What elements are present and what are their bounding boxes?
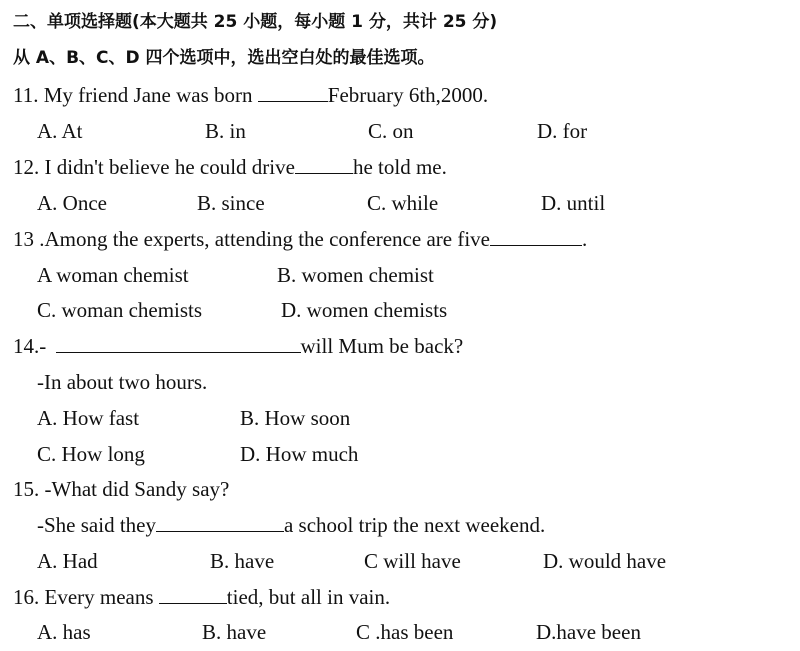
answer-blank (490, 227, 582, 246)
question-13 (13, 227, 587, 251)
question-text: 14.- (13, 334, 52, 358)
option-a: A. At (37, 119, 83, 143)
option-c: C. woman chemists (37, 298, 203, 322)
option-b: B. have (202, 620, 267, 644)
option-d: D.have been (536, 620, 641, 644)
section-heading: 二、单项选择题(本大题共 25 小题，每小题 1 分，共计 25 分) (13, 12, 498, 32)
option-d: D. until (541, 191, 606, 215)
question-text: February 6th,2000. (327, 83, 489, 107)
dialogue-text: -She said they (37, 513, 156, 537)
option-c: C. How long (37, 442, 145, 466)
option-d: D. for (537, 119, 588, 143)
answer-blank (159, 585, 227, 604)
option-a: A. Once (37, 191, 107, 215)
answer-blank (295, 155, 353, 174)
option-b: B. since (197, 191, 265, 215)
question-text: 12. I didn't believe he could drive (13, 155, 295, 179)
option-a: A. How fast (37, 406, 140, 430)
question-16 (13, 585, 390, 609)
option-b: B. How soon (240, 406, 351, 430)
question-15: 15. -What did Sandy say? (13, 477, 230, 501)
answer-blank (56, 334, 301, 353)
dialogue-line: -In about two hours. (37, 370, 208, 394)
dialogue-line (37, 513, 545, 537)
question-text: 11. My friend Jane was born (13, 83, 258, 107)
option-d: D. How much (240, 442, 359, 466)
option-c: C .has been (356, 620, 454, 644)
answer-blank (156, 513, 284, 532)
question-12 (13, 155, 447, 179)
answer-blank (258, 83, 328, 102)
option-b: B. have (210, 549, 275, 573)
option-c: C. while (367, 191, 439, 215)
question-text: . (581, 227, 588, 251)
question-11 (13, 83, 488, 107)
question-14 (13, 334, 463, 358)
option-c: C will have (364, 549, 461, 573)
question-text: 16. Every means (13, 585, 159, 609)
option-c: C. on (368, 119, 414, 143)
question-text: tied, but all in vain. (226, 585, 391, 609)
question-text: 13 .Among the experts, attending the conference are five (13, 227, 490, 251)
option-a: A. Had (37, 549, 98, 573)
question-text: will Mum be back? (300, 334, 464, 358)
option-b: B. in (205, 119, 246, 143)
option-b: B. women chemist (277, 263, 434, 287)
option-d: D. women chemists (281, 298, 448, 322)
section-instruction: 从 A、B、C、D 四个选项中，选出空白处的最佳选项。 (13, 48, 435, 68)
option-d: D. would have (543, 549, 667, 573)
option-a: A woman chemist (37, 263, 189, 287)
option-a: A. has (37, 620, 91, 644)
dialogue-text: a school trip the next weekend. (283, 513, 546, 537)
question-text: he told me. (352, 155, 447, 179)
